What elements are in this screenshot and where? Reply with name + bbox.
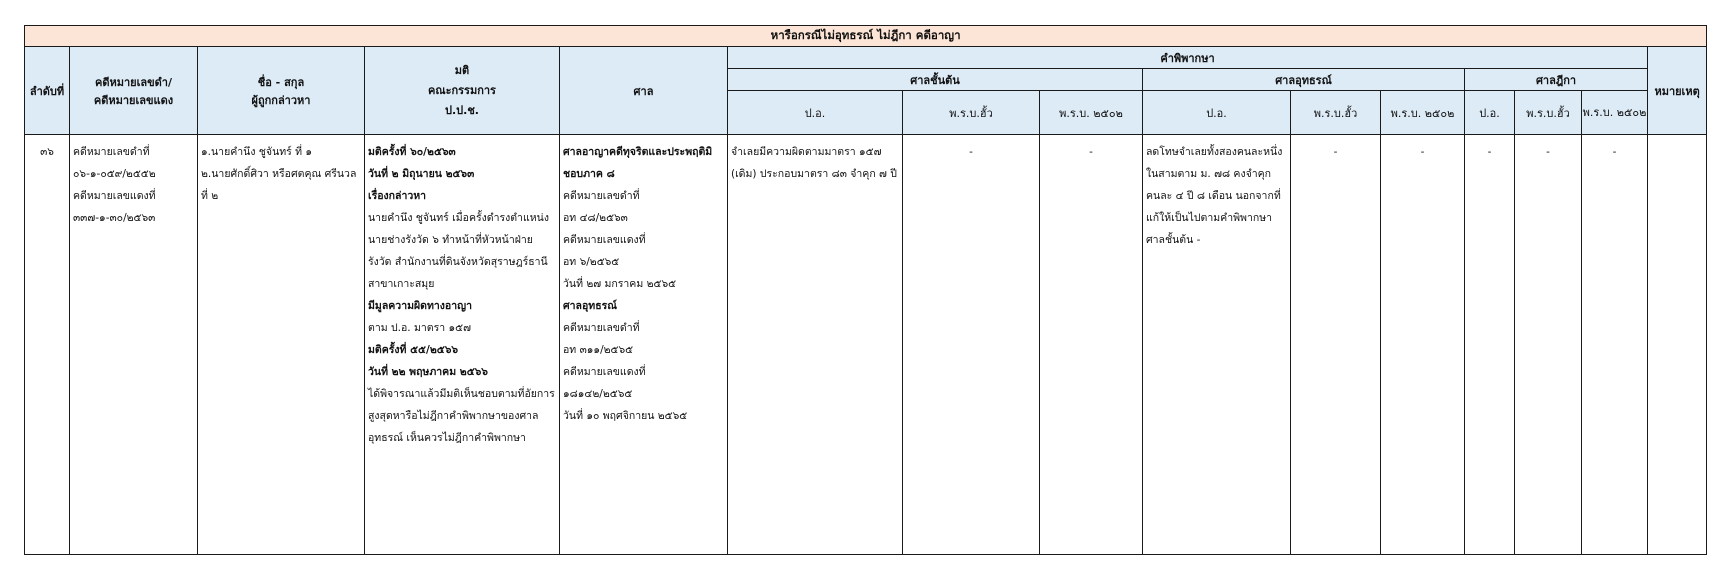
header-case-number: คดีหมายเลขดำ/ คดีหมายเลขแดง [70,47,198,135]
cell-resolution [365,135,560,555]
court-line: ศาลอาญาคดีทุจริตและประพฤติมิชอบภาค ๘ [563,146,713,180]
table-row [25,135,1707,555]
header-first-act-amended: พ.ร.บ.ฮั้ว [903,91,1040,135]
cell-court [560,135,728,555]
accused-name-line: ๒.นายศักดิ์ศิวา หรือศตคุณ ศรีนวล ที่ ๒ [201,168,357,202]
court-line: ๑๘๑๔๒/๒๕๖๕ [563,388,633,400]
cell-appeal-act-amended: - [1291,135,1381,555]
court-line: คดีหมายเลขแดงที่ [563,366,646,378]
case-table [24,25,1707,555]
case-number-line: ๐๖-๑-๐๕๙/๒๕๕๒ [73,168,156,180]
case-number-line: คดีหมายเลขแดงที่ [73,190,156,202]
cell-first-act-2502: - [1040,135,1143,555]
cell-seq: ๓๖ [25,135,70,555]
resolution-line: เรื่องกล่าวหา [368,190,427,202]
court-line: คดีหมายเลขดำที่ [563,322,640,334]
court-line: ศาลอุทธรณ์ [563,300,618,312]
cell-appeal-act-2502: - [1381,135,1465,555]
resolution-line: มีมูลความผิดทางอาญา [368,300,472,312]
header-appeal-act-2502: พ.ร.บ. ๒๕๐๒ [1381,91,1465,135]
header-resolution: มติ คณะกรรมการ ป.ป.ช. [365,47,560,135]
header-remarks: หมายเหตุ [1648,47,1707,135]
resolution-line: วันที่ ๒ มิถุนายน ๒๕๖๓ [368,168,475,180]
resolution-line: ได้พิจารณาแล้วมีมติเห็นชอบตามที่อัยการสูงสุดหารือไม่ฎีกาคำพิพากษาของศาลอุทธรณ์ เห็นควรไม่ฎีกาคำพิพากษา [368,388,555,444]
court-line: อท ๖/๒๕๖๕ [563,256,620,268]
header-seq: ลำดับที่ [25,47,70,135]
cell-supreme-act-2502: - [1582,135,1648,555]
resolution-line: มติครั้งที่ ๕๕/๒๕๖๖ [368,344,459,356]
header-appeal-criminal-code: ป.อ. [1143,91,1291,135]
header-supreme-act-2502: พ.ร.บ. ๒๕๐๒ [1582,91,1648,135]
cell-supreme-criminal-code: - [1465,135,1515,555]
court-line: วันที่ ๑๐ พฤศจิกายน ๒๕๖๕ [563,410,688,422]
cell-accused-name [198,135,365,555]
header-judgment: คำพิพากษา [728,47,1648,69]
header-court: ศาล [560,47,728,135]
header-first-court: ศาลชั้นต้น [728,69,1143,91]
accused-name-line: ๑.นายคำนึง ชูจันทร์ ที่ ๑ [201,146,313,158]
header-appeal-act-amended: พ.ร.บ.ฮั้ว [1291,91,1381,135]
case-table-sheet [24,25,1706,555]
resolution-line: นายคำนึง ชูจันทร์ เมื่อครั้งดำรงตำแหน่ง นายช่างรังวัด ๖ ทำหน้าที่หัวหน้าฝ่ายรังวัด สำนักงานที่ดินจังหวัดสุราษฎร์ธานี สาขาเกาะสมุย [368,212,549,290]
header-first-criminal-code: ป.อ. [728,91,903,135]
resolution-line: ตาม ป.อ. มาตรา ๑๕๗ [368,322,471,334]
case-number-line: คดีหมายเลขดำที่ [73,146,150,158]
resolution-line: วันที่ ๒๒ พฤษภาคม ๒๕๖๖ [368,366,488,378]
court-line: คดีหมายเลขแดงที่ [563,234,646,246]
court-line: วันที่ ๒๗ มกราคม ๒๕๖๕ [563,278,677,290]
header-supreme-act-amended: พ.ร.บ.ฮั้ว [1515,91,1582,135]
case-number-line: ๓๓๗-๑-๓๐/๒๕๖๓ [73,212,156,224]
court-line: อท ๔๘/๒๕๖๓ [563,212,628,224]
court-line: คดีหมายเลขดำที่ [563,190,640,202]
court-line: อท ๓๑๑/๒๕๖๕ [563,344,634,356]
header-supreme-court: ศาลฎีกา [1465,69,1648,91]
header-first-act-2502: พ.ร.บ. ๒๕๐๒ [1040,91,1143,135]
header-appeal-court: ศาลอุทธรณ์ [1143,69,1465,91]
header-supreme-criminal-code: ป.อ. [1465,91,1515,135]
cell-first-act-amended: - [903,135,1040,555]
cell-case-number [70,135,198,555]
cell-supreme-act-amended: - [1515,135,1582,555]
cell-remarks [1648,135,1707,555]
table-title: หารือกรณีไม่อุทธรณ์ ไม่ฎีกา คดีอาญา [25,26,1707,47]
header-name: ชื่อ - สกุล ผู้ถูกกล่าวหา [198,47,365,135]
cell-first-criminal-code: จำเลยมีความผิดตามมาตรา ๑๕๗ (เดิม) ประกอบมาตรา ๘๓ จำคุก ๗ ปี [728,135,903,555]
cell-appeal-criminal-code: ลดโทษจำเลยทั้งสองคนละหนึ่งในสามตาม ม. ๗๘ คงจำคุกคนละ ๔ ปี ๘ เดือน นอกจากที่แก้ให้เป็นไปตามคำพิพากษาศาลชั้นต้น - [1143,135,1291,555]
resolution-line: มติครั้งที่ ๖๐/๒๕๖๓ [368,146,456,158]
